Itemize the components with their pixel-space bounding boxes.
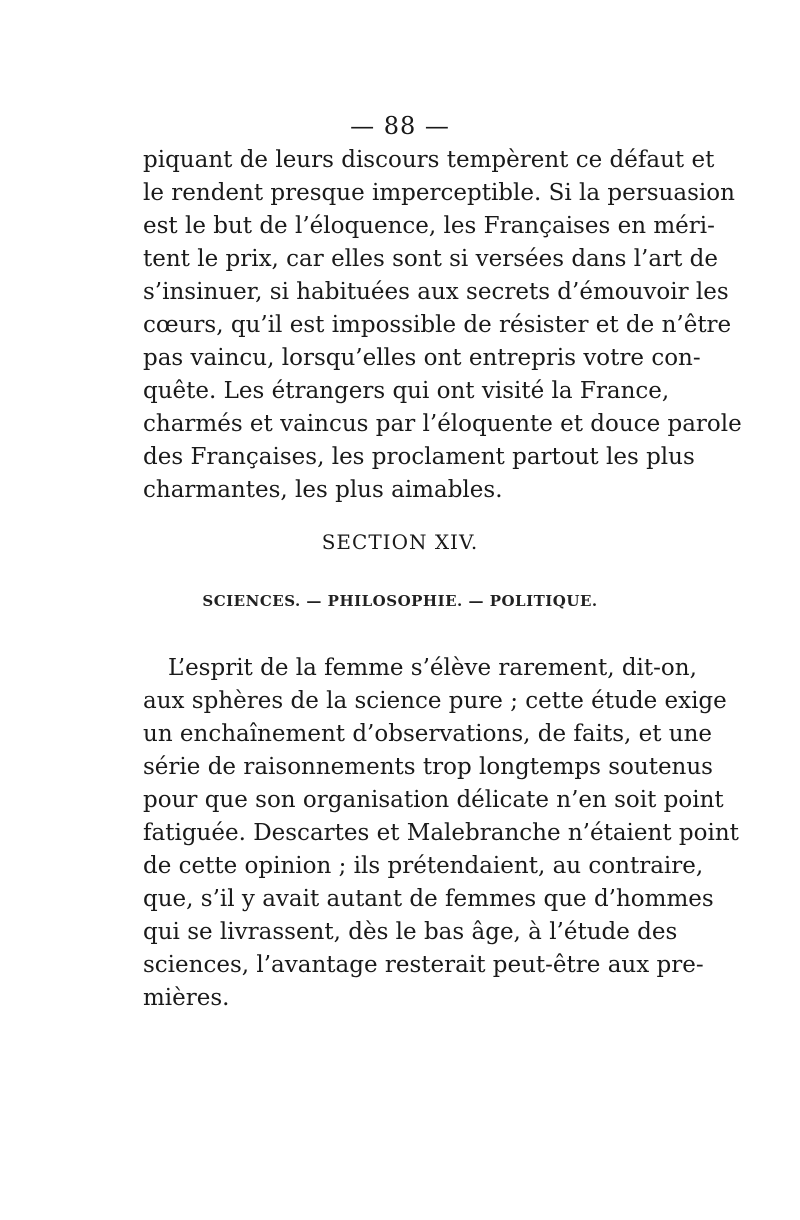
section-title: SECTION XIV. (321, 530, 479, 554)
text-line: série de raisonnements trop longtemps soutenus (143, 754, 713, 780)
text-line: s’insinuer, si habituées aux secrets d’émouvoir les (143, 279, 729, 305)
text-line: charmés et vaincus par l’éloquente et douce parole (143, 411, 742, 437)
text-line: pour que son organisation délicate n’en soit point (143, 787, 724, 813)
page-number: — 88 — (350, 112, 450, 140)
text-line: tent le prix, car elles sont si versées dans l’art de (143, 246, 718, 272)
text-line: pas vaincu, lorsqu’elles ont entrepris votre con- (143, 345, 701, 371)
text-line: aux sphères de la science pure ; cette étude exige (143, 688, 727, 714)
text-line: L’esprit de la femme s’élève rarement, dit-on, (168, 655, 697, 681)
text-line: un enchaînement d’observations, de faits, et une (143, 721, 713, 747)
text-line: fatiguée. Descartes et Malebranche n’étaient point (143, 820, 739, 846)
text-line: qui se livrassent, dès le bas âge, à l’étude des (143, 919, 678, 945)
section-subtitle: SCIENCES. — PHILOSOPHIE. — POLITIQUE. (202, 592, 598, 610)
text-line: mières. (143, 985, 230, 1011)
text-line: de cette opinion ; ils prétendaient, au contraire, (143, 853, 704, 879)
text-line: est le but de l’éloquence, les Françaises en méri- (143, 213, 715, 239)
text-line: des Françaises, les proclament partout les plus (143, 444, 695, 470)
text-line: quête. Les étrangers qui ont visité la France, (143, 378, 670, 404)
text-line: piquant de leurs discours tempèrent ce défaut et (143, 147, 715, 173)
text-line: que, s’il y avait autant de femmes que d’hommes (143, 886, 714, 912)
text-line: cœurs, qu’il est impossible de résister et de n’être (143, 312, 732, 338)
text-line: sciences, l’avantage resterait peut-être aux pre- (143, 952, 704, 978)
text-line: charmantes, les plus aimables. (143, 477, 503, 503)
text-line: le rendent presque imperceptible. Si la persuasion (143, 180, 735, 206)
